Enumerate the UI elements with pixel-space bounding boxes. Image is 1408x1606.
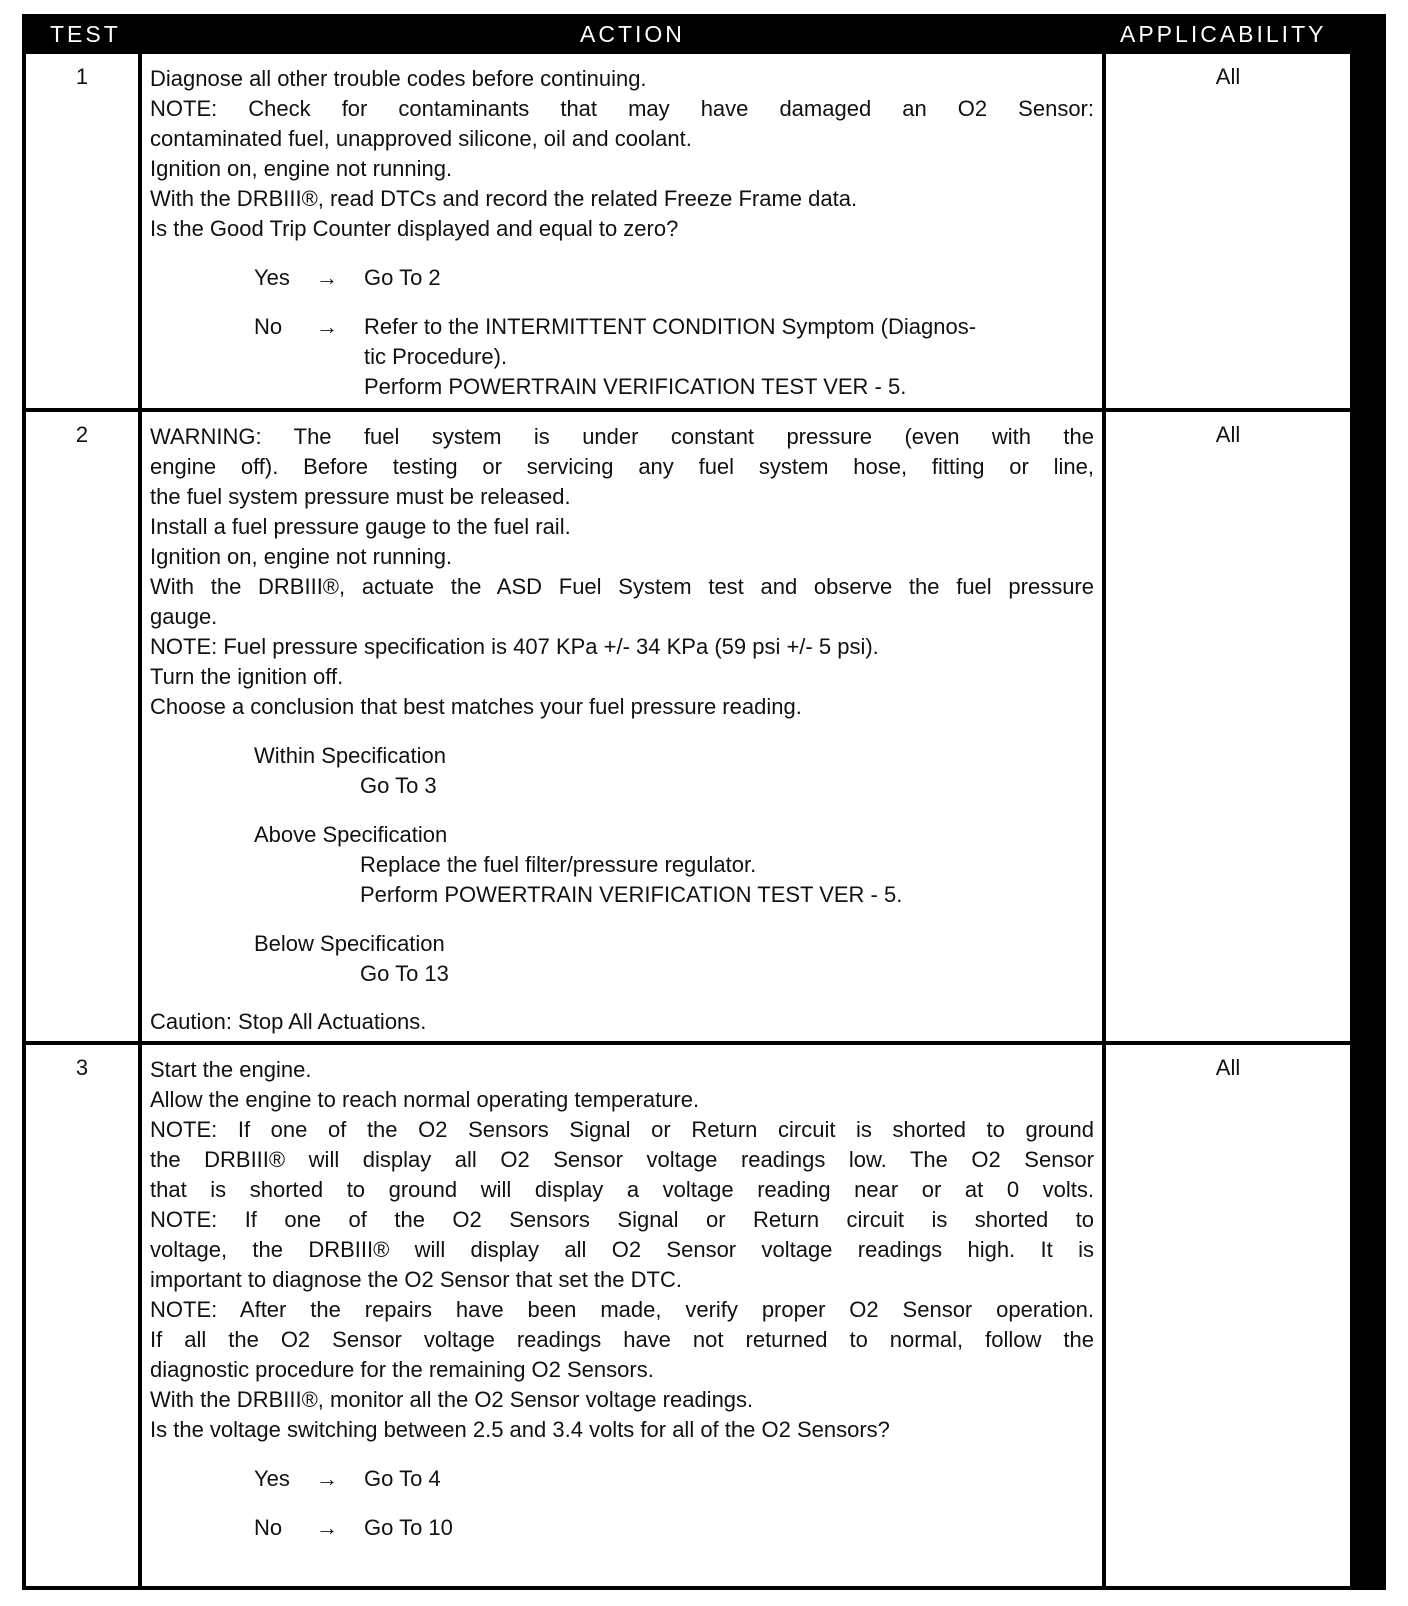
option-result: Perform POWERTRAIN VERIFICATION TEST VER - 5. bbox=[360, 882, 903, 907]
arrow-icon: → bbox=[316, 265, 338, 290]
row-3-line: NOTE: If one of the O2 Sensors Signal or Return circuit is shorted to ground bbox=[150, 1117, 1094, 1142]
row-2-line: Choose a conclusion that best matches your fuel pressure reading. bbox=[150, 694, 802, 719]
option-result: Replace the fuel filter/pressure regulator. bbox=[360, 852, 757, 877]
row-1-option-yes bbox=[150, 263, 1094, 293]
row-2-line: With the DRBIII®, actuate the ASD Fuel System test and observe the fuel pressure bbox=[150, 574, 1094, 599]
row-3-applicability: All bbox=[1106, 1045, 1350, 1586]
row-3-line: Start the engine. bbox=[150, 1057, 312, 1082]
option-label: Yes bbox=[254, 265, 290, 290]
row-3-line: important to diagnose the O2 Sensor that set the DTC. bbox=[150, 1267, 682, 1292]
row-1-line: NOTE: Check for contaminants that may have damaged an O2 Sensor: bbox=[150, 96, 1094, 121]
arrow-icon: → bbox=[316, 1466, 338, 1491]
row-2-line: the fuel system pressure must be released. bbox=[150, 484, 571, 509]
row-3-line: NOTE: If one of the O2 Sensors Signal or Return circuit is shorted to bbox=[150, 1207, 1094, 1232]
row-1-action bbox=[142, 54, 1102, 408]
row-2-test-number: 2 bbox=[26, 412, 138, 1041]
row-2-line: Turn the ignition off. bbox=[150, 664, 344, 689]
option-label: Below Specification bbox=[254, 931, 445, 956]
row-2-line: WARNING: The fuel system is under constant pressure (even with the bbox=[150, 424, 1094, 449]
row-3-line: Is the voltage switching between 2.5 and 3.4 volts for all of the O2 Sensors? bbox=[150, 1417, 890, 1442]
row-3-line: the DRBIII® will display all O2 Sensor voltage readings low. The O2 Sensor bbox=[150, 1147, 1094, 1172]
row-1-line: Ignition on, engine not running. bbox=[150, 156, 453, 181]
row-3-option-no bbox=[150, 1513, 1094, 1543]
arrow-icon: → bbox=[316, 314, 338, 339]
row-2-line: gauge. bbox=[150, 604, 218, 629]
row-3-action bbox=[142, 1045, 1102, 1586]
row-1-line: Diagnose all other trouble codes before continuing. bbox=[150, 66, 647, 91]
header-action: ACTION bbox=[580, 21, 685, 47]
row-3-line: voltage, the DRBIII® will display all O2 Sensor voltage readings high. It is bbox=[150, 1237, 1094, 1262]
row-1-line: contaminated fuel, unapproved silicone, oil and coolant. bbox=[150, 126, 692, 151]
option-label: Above Specification bbox=[254, 822, 448, 847]
row-2-line: NOTE: Fuel pressure specification is 407 KPa +/- 34 KPa (59 psi +/- 5 psi). bbox=[150, 634, 879, 659]
option-label: No bbox=[254, 314, 283, 339]
row-3-option-yes bbox=[150, 1464, 1094, 1494]
option-result: Go To 13 bbox=[360, 961, 449, 986]
row-2-applicability: All bbox=[1106, 412, 1350, 1041]
row-3-test-number: 3 bbox=[26, 1045, 138, 1586]
row-2-action bbox=[142, 412, 1102, 1041]
row-2-caution: Caution: Stop All Actuations. bbox=[150, 1009, 427, 1034]
row-1-line: Is the Good Trip Counter displayed and equal to zero? bbox=[150, 216, 679, 241]
row-3-line: Allow the engine to reach normal operating temperature. bbox=[150, 1087, 700, 1112]
row-2-line: Install a fuel pressure gauge to the fuel rail. bbox=[150, 514, 571, 539]
header-test: TEST bbox=[50, 21, 121, 47]
option-result: tic Procedure). bbox=[364, 344, 508, 369]
option-label: Within Specification bbox=[254, 743, 446, 768]
option-result: Go To 4 bbox=[364, 1466, 441, 1491]
row-1-option-no bbox=[150, 312, 1094, 402]
row-1-applicability: All bbox=[1106, 54, 1350, 408]
option-label: No bbox=[254, 1515, 283, 1540]
option-label: Yes bbox=[254, 1466, 290, 1491]
row-3-line: that is shorted to ground will display a voltage reading near or at 0 volts. bbox=[150, 1177, 1094, 1202]
row-2-option-above bbox=[150, 820, 1094, 910]
row-2-option-within bbox=[150, 741, 1094, 801]
row-2-line: Ignition on, engine not running. bbox=[150, 544, 453, 569]
arrow-icon: → bbox=[316, 1515, 338, 1540]
row-2-option-below bbox=[150, 929, 1094, 989]
row-3-line: diagnostic procedure for the remaining O2 Sensors. bbox=[150, 1357, 654, 1382]
row-3-line: NOTE: After the repairs have been made, verify proper O2 Sensor operation. bbox=[150, 1297, 1094, 1322]
row-3-line: If all the O2 Sensor voltage readings have not returned to normal, follow the bbox=[150, 1327, 1094, 1352]
header-applicability: APPLICABILITY bbox=[1120, 21, 1327, 47]
option-result: Perform POWERTRAIN VERIFICATION TEST VER - 5. bbox=[364, 374, 907, 399]
row-3-line: With the DRBIII®, monitor all the O2 Sensor voltage readings. bbox=[150, 1387, 754, 1412]
diagnostic-table bbox=[22, 14, 1386, 1590]
table-header bbox=[22, 14, 1386, 54]
option-result: Go To 10 bbox=[364, 1515, 453, 1540]
option-result: Go To 2 bbox=[364, 265, 441, 290]
row-2-line: engine off). Before testing or servicing any fuel system hose, fitting or line, bbox=[150, 454, 1094, 479]
row-1-line: With the DRBIII®, read DTCs and record the related Freeze Frame data. bbox=[150, 186, 858, 211]
option-result: Go To 3 bbox=[360, 773, 437, 798]
row-1-test-number: 1 bbox=[26, 54, 138, 408]
option-result: Refer to the INTERMITTENT CONDITION Symptom (Diagnos- bbox=[364, 314, 977, 339]
